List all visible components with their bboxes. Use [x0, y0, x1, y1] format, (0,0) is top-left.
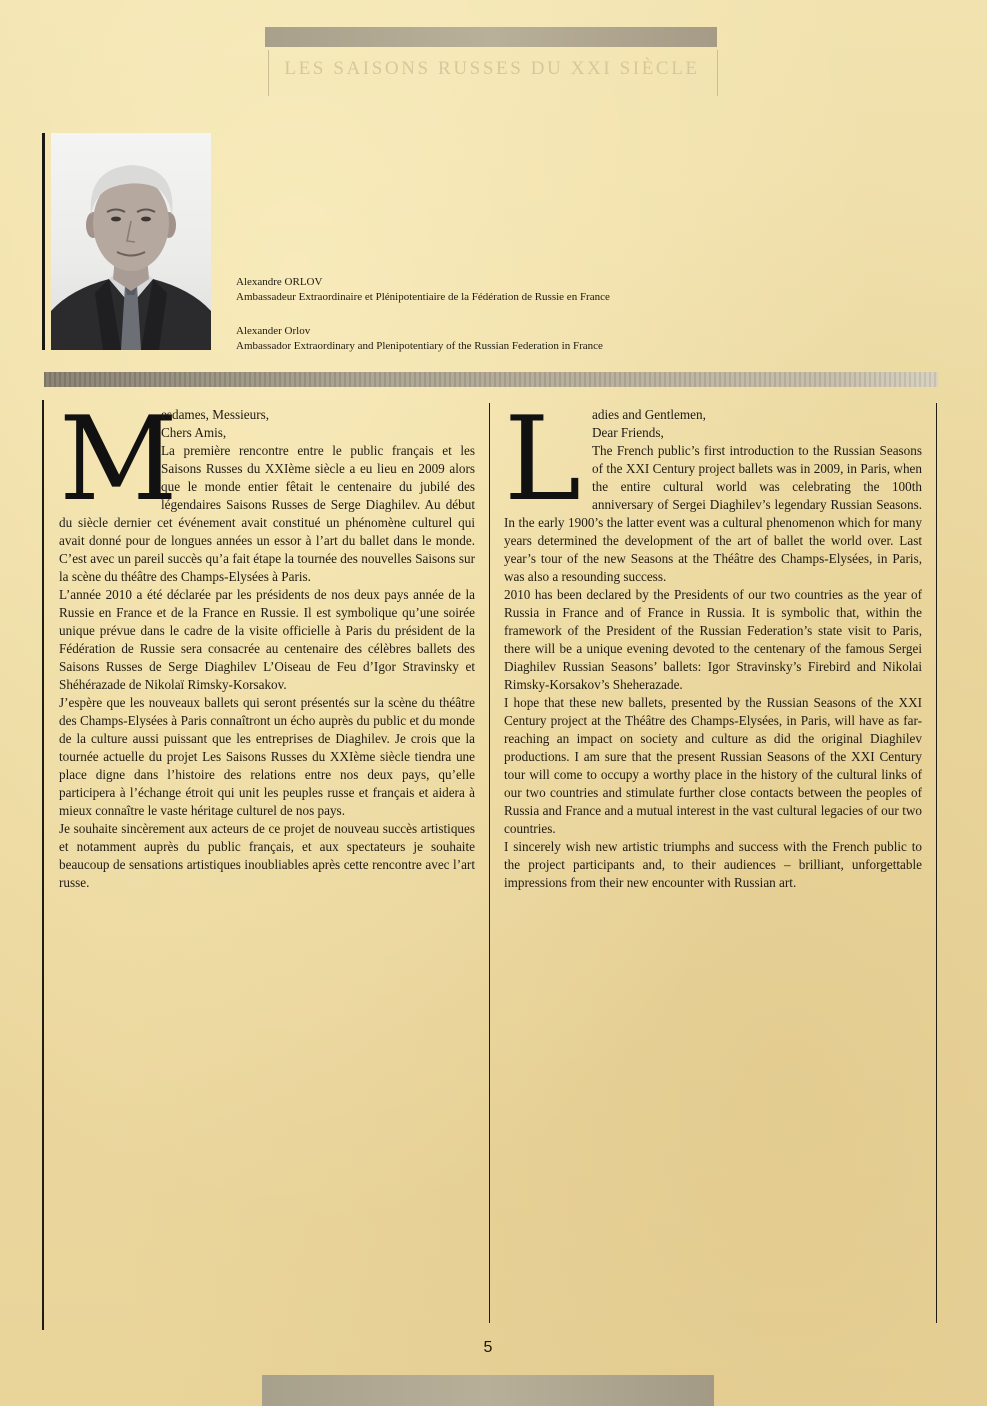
left-column-rule: [42, 400, 44, 1330]
french-paragraph-1: La première rencontre entre le public français et les Saisons Russes du XXIème siècle a eu lieu en 2009 alors que le monde entier fêtait le centenaire du jubilé des légendaires Saisons Russes de Serge Diaghilev. Au début du siècle dernier cet événement avait constitué un phénomène culturel qui avait donné pour de longues années un essor à l’art du ballet dans le monde. C’est avec un pareil succès qu’a fait étape la tournée des nouvelles Saisons sur la scène du théâtre des Champs-Elysées à Paris.: [59, 443, 475, 584]
french-paragraph-3: J’espère que les nouveaux ballets qui seront présentés sur la scène du théâtre des Champs-Elysées à Paris connaîtront un écho auprès du public et du monde de la culture aussi puissant que les entreprises de Diaghilev. Je crois que la tournée actuelle du projet Les Saisons Russes du XXIème siècle tiendra une place digne dans l’histoire des relations entre nos deux pays, qu’elle participera à l’échange étroit qui unit les peuples russe et français et aidera à mieux connaître le vaste héritage culturel de nos pays.: [59, 695, 475, 818]
french-salutation: Chers Amis,: [161, 425, 227, 440]
caption-english: [236, 324, 603, 354]
caption-fr-title: Ambassadeur Extraordinaire et Plénipotentiaire de la Fédération de Russie en France: [236, 291, 610, 303]
english-letter-column: [504, 392, 922, 892]
footer-bottom-bar: [262, 1375, 714, 1406]
caption-fr-name: Alexandre ORLOV: [236, 276, 323, 288]
drop-cap-l: L: [504, 392, 582, 527]
french-greeting: esdames, Messieurs,: [161, 407, 270, 422]
page-number: 5: [483, 1339, 493, 1356]
caption-en-name: Alexander Orlov: [236, 325, 311, 337]
french-paragraph-2: L’année 2010 a été déclarée par les présidents de nos deux pays année de la Russie en France et de la France en Russie. Il est symbolique qu’une soirée unique prévue dans le cadre de la visite officielle à Paris du président de la Fédération de Russie sera consacrée au centenaire des célèbres ballets des Saisons Russes de Serge Diaghilev L’Oiseau de Feu d’Igor Stravinsky et Shéhérazade de Nikolaï Rimsky-Korsakov.: [59, 587, 475, 692]
english-paragraph-4: I sincerely wish new artistic triumphs and success with the French public to the project participants and, to their audiences – brilliant, unforgettable impressions from their new encounter with Russian art.: [504, 839, 922, 890]
running-header-title: LES SAISONS RUSSES DU XXI SIÈCLE: [284, 58, 700, 79]
french-paragraph-4: Je souhaite sincèrement aux acteurs de ce projet de nouveau succès artistiques et notamment auprès du public français, et aux spectateurs je souhaite beaucoup de sensations artistiques inoubliables après cette rencontre avec l’art russe.: [59, 821, 475, 890]
english-paragraph-3: I hope that these new ballets, presented by the Russian Seasons of the XXI Century project at the Théâtre des Champs-Elysées, in Paris, will have as far-reaching an impact on society and culture as did the original Diaghilev productions. I am sure that the present Russian Seasons of the XXI Century tour will come to occupy a worthy place in the history of the cultural links of our two countries and stimulate further close contacts between the peoples of Russia and France and a mutual interest in the vast cultural legacies of our two countries.: [504, 695, 922, 836]
header-top-bar: [265, 27, 717, 47]
section-divider-band: [44, 372, 938, 387]
english-paragraph-1: The French public’s first introduction to the Russian Seasons of the XXI Century project ballets was in 2009, in Paris, when the entire cultural world was celebrating the 100th anniversary of Sergei Diaghilev’s legendary Russian Seasons. In the early 1900’s the latter event was a cultural phenomenon which for many years determined the development of the art of ballet the world over. Last year’s tour of the new Seasons at the Théâtre des Champs-Elysées, in Paris, was also a resounding success.: [504, 443, 922, 584]
english-paragraph-2: 2010 has been declared by the Presidents of our two countries as the year of Russia in France and of France in Russia. It is symbolic that, within the framework of the President of the Russian Federation’s state visit to Paris, there will be a unique evening devoted to the centenary of the famous Sergei Diaghilev Russian Seasons’ ballets: Igor Stravinsky’s Firebird and Nikolai Rimsky-Korsakov’s Sheherazade.: [504, 587, 922, 692]
english-salutation: Dear Friends,: [592, 425, 664, 440]
caption-french: [236, 275, 610, 305]
portrait-rule: [42, 133, 45, 350]
drop-cap-m: M: [59, 392, 178, 527]
middle-column-rule: [489, 403, 490, 1323]
french-letter-column: [59, 392, 475, 892]
ambassador-portrait: [51, 133, 211, 350]
english-greeting: adies and Gentlemen,: [592, 407, 706, 422]
right-column-rule: [936, 403, 937, 1323]
caption-en-title: Ambassador Extraordinary and Plenipotentiary of the Russian Federation in France: [236, 340, 603, 352]
